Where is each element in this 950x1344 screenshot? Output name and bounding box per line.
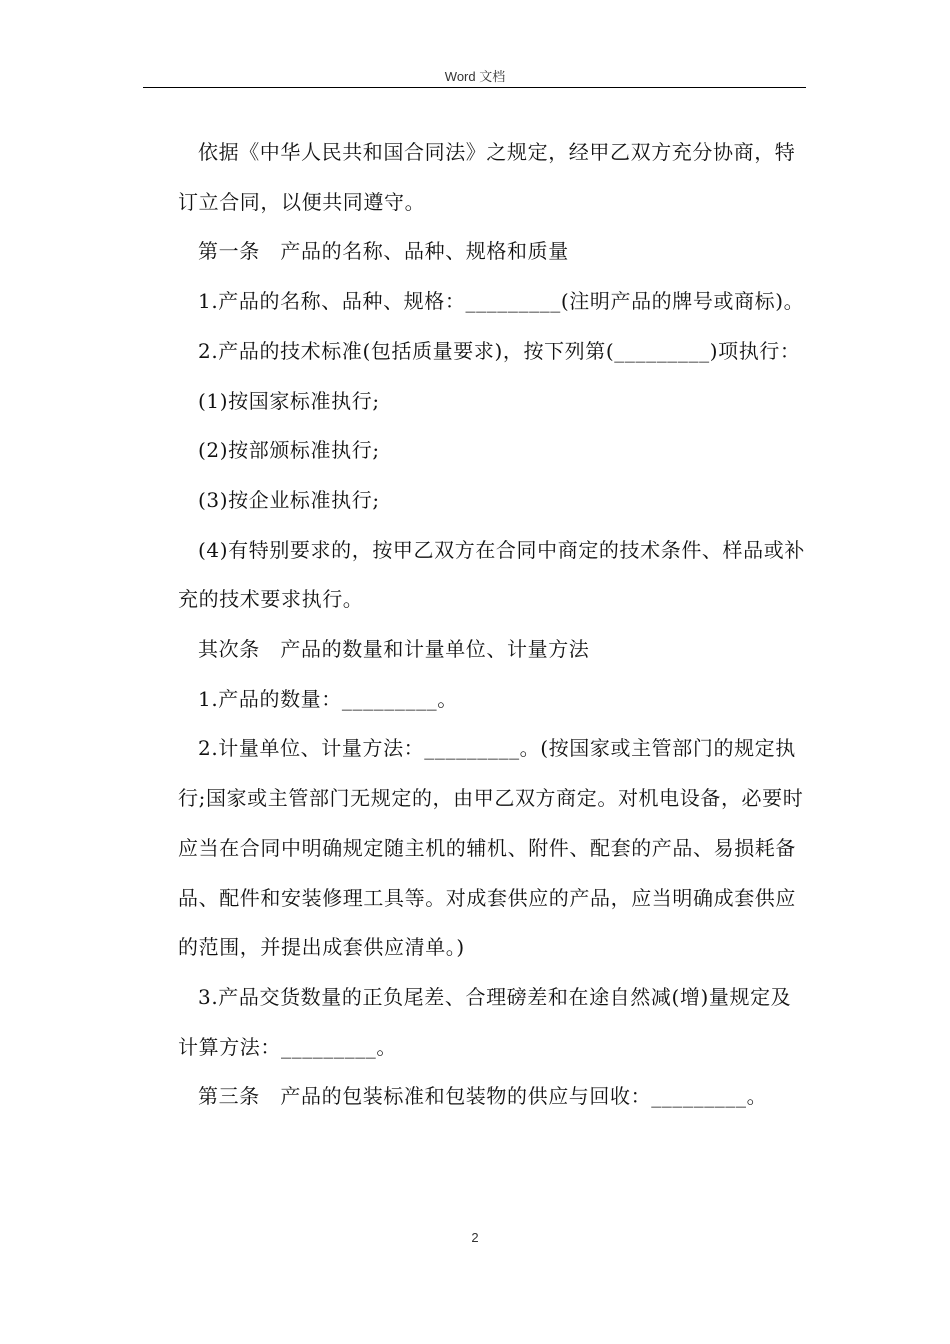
article-2-item-1: 1.产品的数量：_________。 (198, 686, 458, 711)
article-1-item-1: 1.产品的名称、品种、规格：_________(注明产品的牌号或商标)。 (198, 289, 805, 314)
article-1-option-4: (4)有特别要求的，按甲乙双方在合同中商定的技术条件、样品或补充的技术要求执行。 (178, 537, 805, 612)
article-2-item-2: 2.计量单位、计量方法：_________。(按国家或主管部门的规定执行;国家或主管部门无规定的，由甲乙双方商定。对机电设备，必要时应当在合同中明确规定随主机的辅机、附件、配套的产品、易损耗备品、配件和安装修理工具等。对成套供应的产品，应当明确成套供应的范围，并提出成套供应清单。) (178, 736, 804, 960)
article-1-option-1: (1)按国家标准执行; (198, 388, 380, 413)
article-1-option-3: (3)按企业标准执行; (198, 487, 380, 512)
page-number: 2 (471, 1230, 479, 1245)
header-divider (143, 87, 806, 88)
article-1-option-2: (2)按部颁标准执行; (198, 438, 380, 463)
article-3-heading: 第三条 产品的包装标准和包装物的供应与回收：_________。 (198, 1084, 768, 1109)
article-1-heading: 第一条 产品的名称、品种、规格和质量 (198, 239, 569, 264)
article-2-item-3: 3.产品交货数量的正负尾差、合理磅差和在途自然减(增)量规定及计算方法：_________。 (178, 984, 792, 1059)
article-1-item-2: 2.产品的技术标准(包括质量要求)，按下列第(_________)项执行： (198, 338, 801, 363)
document-body (178, 128, 808, 1122)
paragraph-preamble: 依据《中华人民共和国合同法》之规定，经甲乙双方充分协商，特订立合同，以便共同遵守。 (178, 140, 796, 214)
page-header: Word 文档 (444, 69, 506, 84)
article-2-heading: 其次条 产品的数量和计量单位、计量方法 (198, 637, 590, 662)
